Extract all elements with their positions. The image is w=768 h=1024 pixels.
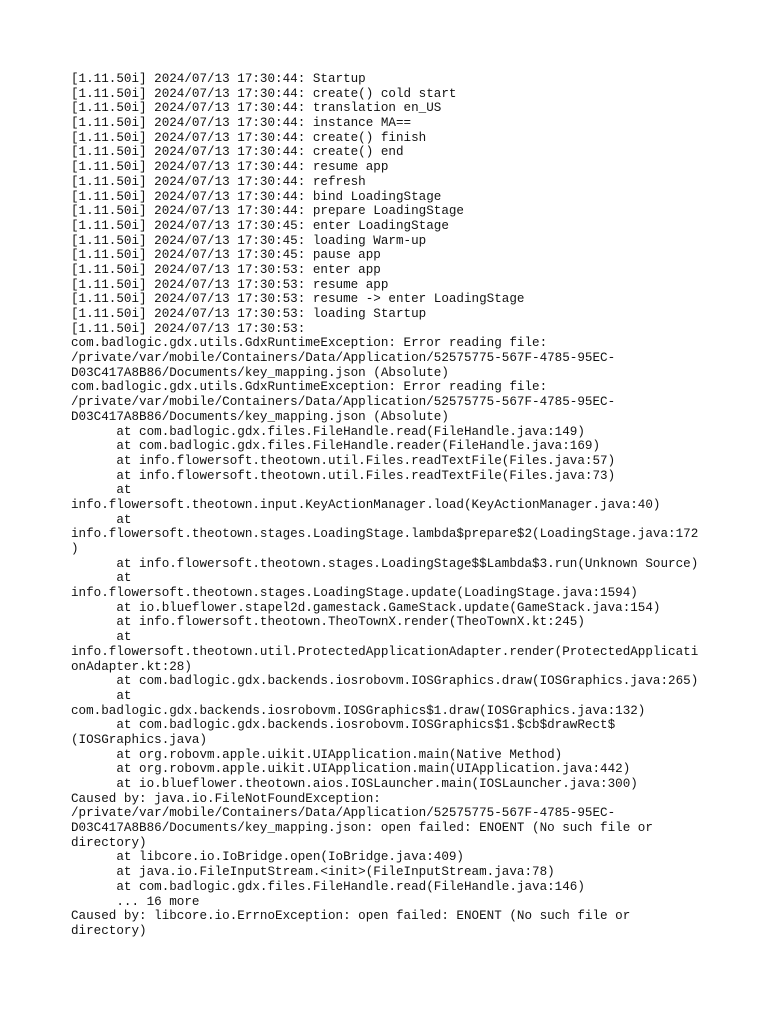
log-line: at com.badlogic.gdx.files.FileHandle.reader(FileHandle.java:169) bbox=[71, 439, 601, 454]
log-line: [1.11.50i] 2024/07/13 17:30:44: prepare LoadingStage bbox=[71, 204, 464, 219]
log-line: D03C417A8B86/Documents/key_mapping.json: open failed: ENOENT (No such file or bbox=[71, 821, 653, 836]
log-line: at bbox=[71, 483, 132, 498]
log-line: Caused by: java.io.FileNotFoundException: bbox=[71, 791, 381, 806]
log-line: at com.badlogic.gdx.files.FileHandle.read(FileHandle.java:146) bbox=[71, 879, 585, 894]
log-line: [1.11.50i] 2024/07/13 17:30:44: instance MA== bbox=[71, 116, 412, 131]
log-line: D03C417A8B86/Documents/key_mapping.json (Absolute) bbox=[71, 365, 449, 380]
log-line: at bbox=[71, 688, 132, 703]
log-line: [1.11.50i] 2024/07/13 17:30:45: loading Warm-up bbox=[71, 233, 427, 248]
log-line: [1.11.50i] 2024/07/13 17:30:44: create() end bbox=[71, 145, 404, 160]
log-line: /private/var/mobile/Containers/Data/Application/52575775-567F-4785-95EC- bbox=[71, 395, 616, 410]
log-line: [1.11.50i] 2024/07/13 17:30:44: create() finish bbox=[71, 130, 427, 145]
log-line: com.badlogic.gdx.backends.iosrobovm.IOSGraphics$1.draw(IOSGraphics.java:132) bbox=[71, 703, 646, 718]
log-line: [1.11.50i] 2024/07/13 17:30:53: bbox=[71, 321, 306, 336]
log-line: D03C417A8B86/Documents/key_mapping.json (Absolute) bbox=[71, 409, 449, 424]
log-line: /private/var/mobile/Containers/Data/Application/52575775-567F-4785-95EC- bbox=[71, 806, 616, 821]
log-line: [1.11.50i] 2024/07/13 17:30:44: bind LoadingStage bbox=[71, 189, 442, 204]
log-line: at bbox=[71, 571, 132, 586]
log-line: [1.11.50i] 2024/07/13 17:30:45: pause app bbox=[71, 248, 381, 263]
log-line: at info.flowersoft.theotown.stages.LoadingStage$$Lambda$3.run(Unknown Source) bbox=[71, 556, 699, 571]
log-line: at io.blueflower.stapel2d.gamestack.GameStack.update(GameStack.java:154) bbox=[71, 600, 661, 615]
log-line: Caused by: libcore.io.ErrnoException: open failed: ENOENT (No such file or bbox=[71, 909, 631, 924]
log-line: [1.11.50i] 2024/07/13 17:30:53: loading Startup bbox=[71, 307, 427, 321]
log-line: [1.11.50i] 2024/07/13 17:30:44: translation en_US bbox=[71, 101, 442, 116]
log-line: /private/var/mobile/Containers/Data/Application/52575775-567F-4785-95EC- bbox=[71, 351, 616, 366]
log-line: at info.flowersoft.theotown.util.Files.readTextFile(Files.java:73) bbox=[71, 468, 616, 483]
log-line: info.flowersoft.theotown.stages.LoadingStage.lambda$prepare$2(LoadingStage.java:172 bbox=[71, 527, 699, 542]
log-line: [1.11.50i] 2024/07/13 17:30:53: resume app bbox=[71, 277, 389, 292]
log-line: [1.11.50i] 2024/07/13 17:30:44: Startup bbox=[71, 72, 366, 86]
log-line: [1.11.50i] 2024/07/13 17:30:44: refresh bbox=[71, 174, 366, 189]
log-line: at libcore.io.IoBridge.open(IoBridge.java:409) bbox=[71, 850, 464, 865]
log-line: directory) bbox=[71, 923, 147, 938]
log-line: at io.blueflower.theotown.aios.IOSLauncher.main(IOSLauncher.java:300) bbox=[71, 777, 638, 791]
log-line: at com.badlogic.gdx.backends.iosrobovm.IOSGraphics.draw(IOSGraphics.java:265) bbox=[71, 674, 699, 689]
log-line: [1.11.50i] 2024/07/13 17:30:44: resume app bbox=[71, 160, 389, 175]
log-output bbox=[71, 72, 711, 939]
log-line: at org.robovm.apple.uikit.UIApplication.main(UIApplication.java:442) bbox=[71, 762, 631, 777]
log-line: at info.flowersoft.theotown.util.Files.readTextFile(Files.java:57) bbox=[71, 453, 616, 468]
log-line: com.badlogic.gdx.utils.GdxRuntimeException: Error reading file: bbox=[71, 336, 548, 351]
log-line: [1.11.50i] 2024/07/13 17:30:53: enter app bbox=[71, 262, 381, 277]
log-line: onAdapter.kt:28) bbox=[71, 659, 192, 674]
log-line: at info.flowersoft.theotown.TheoTownX.render(TheoTownX.kt:245) bbox=[71, 615, 585, 630]
log-line: at bbox=[71, 512, 132, 527]
log-line: info.flowersoft.theotown.stages.LoadingStage.update(LoadingStage.java:1594) bbox=[71, 586, 638, 601]
log-line: info.flowersoft.theotown.input.KeyActionManager.load(KeyActionManager.java:40) bbox=[71, 497, 661, 512]
log-line: com.badlogic.gdx.utils.GdxRuntimeException: Error reading file: bbox=[71, 380, 548, 395]
log-line: ... 16 more bbox=[71, 894, 200, 909]
log-line: [1.11.50i] 2024/07/13 17:30:53: resume -> enter LoadingStage bbox=[71, 292, 525, 307]
log-line: at java.io.FileInputStream.<init>(FileInputStream.java:78) bbox=[71, 865, 555, 880]
log-line: ) bbox=[71, 542, 79, 556]
log-line: at org.robovm.apple.uikit.UIApplication.main(Native Method) bbox=[71, 747, 563, 762]
log-line: [1.11.50i] 2024/07/13 17:30:44: create() cold start bbox=[71, 86, 457, 101]
log-line: info.flowersoft.theotown.util.ProtectedApplicationAdapter.render(ProtectedApplicati bbox=[71, 644, 699, 659]
log-line: (IOSGraphics.java) bbox=[71, 732, 208, 747]
log-line: at bbox=[71, 630, 132, 645]
log-line: at com.badlogic.gdx.files.FileHandle.read(FileHandle.java:149) bbox=[71, 424, 585, 439]
log-line: [1.11.50i] 2024/07/13 17:30:45: enter LoadingStage bbox=[71, 218, 449, 233]
log-line: at com.badlogic.gdx.backends.iosrobovm.IOSGraphics$1.$cb$drawRect$ bbox=[71, 718, 616, 733]
log-line: directory) bbox=[71, 835, 147, 850]
